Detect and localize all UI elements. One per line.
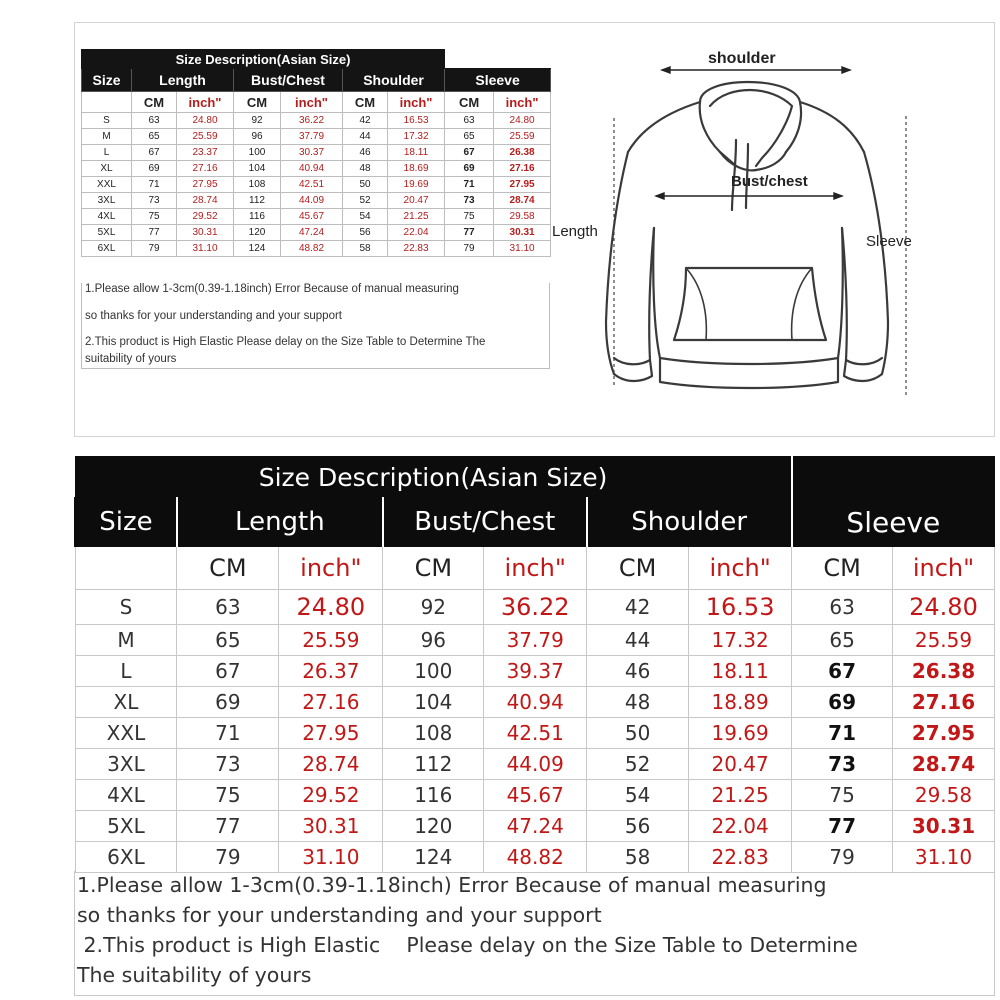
shoulder-inch-cell: 17.32: [689, 625, 792, 656]
diagram-label-bust: Bust/chest: [731, 173, 808, 190]
size-table: [74, 456, 995, 873]
small-unit-cm: CM: [343, 92, 388, 113]
small-size-cell: 6XL: [82, 241, 132, 257]
small-bust-cm-cell: 112: [234, 193, 281, 209]
size-cell: XL: [75, 687, 177, 718]
sleeve-inch-cell: 30.31: [893, 811, 995, 842]
sleeve-inch-cell: 31.10: [893, 842, 995, 873]
small-table-row: [82, 177, 551, 193]
shoulder-cm-cell: 48: [587, 687, 689, 718]
unit-cm-shoulder: CM: [587, 547, 689, 590]
small-size-table: [81, 49, 551, 257]
small-header-sleeve: Sleeve: [445, 69, 551, 92]
bust-cm-cell: 92: [383, 590, 484, 625]
small-bust-inch-cell: 48.82: [281, 241, 343, 257]
small-sleeve-cm-cell: 67: [445, 145, 494, 161]
small-bust-cm-cell: 108: [234, 177, 281, 193]
small-bust-inch-cell: 47.24: [281, 225, 343, 241]
small-sleeve-inch-cell: 30.31: [494, 225, 551, 241]
sleeve-cm-cell: 69: [792, 687, 893, 718]
small-table-row: [82, 225, 551, 241]
diagram-label-length: Length: [552, 223, 598, 240]
unit-cm-length: CM: [177, 547, 279, 590]
bust-inch-cell: 37.79: [484, 625, 587, 656]
small-header-bust: Bust/Chest: [234, 69, 343, 92]
shoulder-inch-cell: 22.04: [689, 811, 792, 842]
length-cm-cell: 67: [177, 656, 279, 687]
unit-cm-sleeve: CM: [792, 547, 893, 590]
small-table-row: [82, 161, 551, 177]
sleeve-cm-cell: 67: [792, 656, 893, 687]
small-length-inch-cell: 29.52: [177, 209, 234, 225]
small-size-cell: 5XL: [82, 225, 132, 241]
shoulder-arrow-left: [662, 67, 670, 73]
note-line-4: The suitability of yours: [77, 963, 312, 987]
small-table-row: [82, 241, 551, 257]
shoulder-cm-cell: 52: [587, 749, 689, 780]
small-unit-cm: CM: [132, 92, 177, 113]
small-shoulder-cm-cell: 54: [343, 209, 388, 225]
small-shoulder-cm-cell: 52: [343, 193, 388, 209]
small-shoulder-inch-cell: 16.53: [388, 113, 445, 129]
size-cell: 5XL: [75, 811, 177, 842]
diagram-label-sleeve: Sleeve: [866, 233, 912, 250]
bust-cm-cell: 120: [383, 811, 484, 842]
table-row: [75, 749, 995, 780]
small-header-shoulder: Shoulder: [343, 69, 445, 92]
length-cm-cell: 75: [177, 780, 279, 811]
left-sleeve-outer: [606, 152, 628, 374]
small-unit-cm: CM: [234, 92, 281, 113]
small-bust-inch-cell: 42.51: [281, 177, 343, 193]
note-line-2: so thanks for your understanding and your support: [77, 903, 602, 927]
length-cm-cell: 69: [177, 687, 279, 718]
small-size-cell: XL: [82, 161, 132, 177]
small-bust-cm-cell: 124: [234, 241, 281, 257]
small-size-cell: M: [82, 129, 132, 145]
small-length-cm-cell: 67: [132, 145, 177, 161]
unit-inch-bust: inch": [484, 547, 587, 590]
small-sleeve-cm-cell: 79: [445, 241, 494, 257]
note-line-3: 2.This product is High Elastic Please delay on the Size Table to Determine: [77, 933, 858, 957]
small-bust-cm-cell: 120: [234, 225, 281, 241]
size-cell: L: [75, 656, 177, 687]
small-shoulder-cm-cell: 46: [343, 145, 388, 161]
small-bust-cm-cell: 92: [234, 113, 281, 129]
bust-inch-cell: 48.82: [484, 842, 587, 873]
small-sleeve-inch-cell: 31.10: [494, 241, 551, 257]
small-shoulder-inch-cell: 19.69: [388, 177, 445, 193]
small-length-inch-cell: 31.10: [177, 241, 234, 257]
bust-inch-cell: 36.22: [484, 590, 587, 625]
small-size-cell: S: [82, 113, 132, 129]
sleeve-inch-cell: 28.74: [893, 749, 995, 780]
bust-cm-cell: 100: [383, 656, 484, 687]
bust-inch-cell: 39.37: [484, 656, 587, 687]
hood-left: [700, 102, 736, 166]
sleeve-cm-cell: 75: [792, 780, 893, 811]
header-size: Size: [75, 498, 177, 547]
small-length-cm-cell: 79: [132, 241, 177, 257]
small-table-row: [82, 129, 551, 145]
small-shoulder-inch-cell: 22.83: [388, 241, 445, 257]
small-length-inch-cell: 24.80: [177, 113, 234, 129]
length-cm-cell: 71: [177, 718, 279, 749]
length-inch-cell: 27.95: [279, 718, 383, 749]
small-note-line: 1.Please allow 1-3cm(0.39-1.18inch) Error Because of manual measuring: [85, 283, 459, 295]
small-sleeve-cm-cell: 65: [445, 129, 494, 145]
small-bust-cm-cell: 116: [234, 209, 281, 225]
bust-cm-cell: 116: [383, 780, 484, 811]
small-header-length: Length: [132, 69, 234, 92]
sleeve-cm-cell: 65: [792, 625, 893, 656]
small-length-cm-cell: 77: [132, 225, 177, 241]
right-shoulder: [800, 102, 864, 152]
length-cm-cell: 65: [177, 625, 279, 656]
small-sleeve-inch-cell: 26.38: [494, 145, 551, 161]
small-bust-inch-cell: 40.94: [281, 161, 343, 177]
header-length: Length: [177, 498, 383, 547]
shoulder-cm-cell: 50: [587, 718, 689, 749]
table-row: [75, 656, 995, 687]
small-sleeve-cm-cell: 73: [445, 193, 494, 209]
header-bust-chest: Bust/Chest: [383, 498, 587, 547]
small-shoulder-cm-cell: 44: [343, 129, 388, 145]
small-length-cm-cell: 65: [132, 129, 177, 145]
small-title-blank: [445, 50, 551, 69]
pocket-edge-left: [686, 268, 706, 340]
small-sleeve-cm-cell: 77: [445, 225, 494, 241]
left-cuff: [614, 358, 652, 381]
small-shoulder-inch-cell: 20.47: [388, 193, 445, 209]
small-shoulder-cm-cell: 48: [343, 161, 388, 177]
small-unit-inch: inch": [177, 92, 234, 113]
length-cm-cell: 79: [177, 842, 279, 873]
unit-cm-bust: CM: [383, 547, 484, 590]
hoodie-diagram: [550, 40, 990, 400]
small-unit-inch: inch": [494, 92, 551, 113]
sleeve-cm-cell: 71: [792, 718, 893, 749]
shoulder-inch-cell: 16.53: [689, 590, 792, 625]
small-length-cm-cell: 75: [132, 209, 177, 225]
length-inch-cell: 30.31: [279, 811, 383, 842]
sleeve-inch-cell: 29.58: [893, 780, 995, 811]
size-table-title: Size Description(Asian Size): [75, 457, 792, 498]
bust-inch-cell: 40.94: [484, 687, 587, 718]
small-note-line: so thanks for your understanding and your support: [85, 310, 342, 322]
size-cell: 3XL: [75, 749, 177, 780]
small-length-inch-cell: 25.59: [177, 129, 234, 145]
small-table-row: [82, 209, 551, 225]
bust-inch-cell: 45.67: [484, 780, 587, 811]
bust-inch-cell: 44.09: [484, 749, 587, 780]
note-line-1: 1.Please allow 1-3cm(0.39-1.18inch) Error Because of manual measuring: [77, 873, 827, 897]
small-length-cm-cell: 63: [132, 113, 177, 129]
small-unit-inch: inch": [388, 92, 445, 113]
small-shoulder-cm-cell: 42: [343, 113, 388, 129]
small-bust-inch-cell: 30.37: [281, 145, 343, 161]
shoulder-inch-cell: 20.47: [689, 749, 792, 780]
shoulder-inch-cell: 18.11: [689, 656, 792, 687]
table-row: [75, 625, 995, 656]
length-inch-cell: 29.52: [279, 780, 383, 811]
small-header-size: Size: [82, 69, 132, 92]
small-table-row: [82, 145, 551, 161]
left-shoulder: [628, 102, 700, 152]
sleeve-inch-cell: 25.59: [893, 625, 995, 656]
sleeve-cm-cell: 63: [792, 590, 893, 625]
table-row: [75, 780, 995, 811]
bust-inch-cell: 42.51: [484, 718, 587, 749]
hood-outline: [700, 82, 801, 152]
length-inch-cell: 26.37: [279, 656, 383, 687]
bust-arrow-right: [834, 193, 842, 199]
small-sleeve-cm-cell: 71: [445, 177, 494, 193]
shoulder-arrow-right: [842, 67, 850, 73]
size-cell: 6XL: [75, 842, 177, 873]
small-size-cell: L: [82, 145, 132, 161]
bust-cm-cell: 124: [383, 842, 484, 873]
bust-arrow-left: [656, 193, 664, 199]
small-shoulder-inch-cell: 17.32: [388, 129, 445, 145]
length-inch-cell: 24.80: [279, 590, 383, 625]
header-shoulder: Shoulder: [587, 498, 792, 547]
right-cuff: [844, 358, 882, 381]
small-sleeve-inch-cell: 28.74: [494, 193, 551, 209]
small-note-line: 2.This product is High Elastic Please delay on the Size Table to Determine The: [85, 336, 486, 348]
torso-right: [838, 228, 843, 358]
small-bust-inch-cell: 36.22: [281, 113, 343, 129]
small-length-cm-cell: 69: [132, 161, 177, 177]
small-length-cm-cell: 73: [132, 193, 177, 209]
size-notes: [74, 871, 995, 996]
sleeve-cm-cell: 77: [792, 811, 893, 842]
small-table-row: [82, 193, 551, 209]
shoulder-cm-cell: 44: [587, 625, 689, 656]
size-cell: S: [75, 590, 177, 625]
small-unit-inch: inch": [281, 92, 343, 113]
small-table-title: Size Description(Asian Size): [82, 50, 445, 69]
shoulder-inch-cell: 21.25: [689, 780, 792, 811]
length-inch-cell: 28.74: [279, 749, 383, 780]
table-row: [75, 811, 995, 842]
sleeve-inch-cell: 27.95: [893, 718, 995, 749]
small-bust-inch-cell: 45.67: [281, 209, 343, 225]
small-bust-inch-cell: 44.09: [281, 193, 343, 209]
sleeve-cm-cell: 73: [792, 749, 893, 780]
table-row: [75, 687, 995, 718]
small-length-inch-cell: 27.16: [177, 161, 234, 177]
length-inch-cell: 27.16: [279, 687, 383, 718]
sleeve-inch-cell: 27.16: [893, 687, 995, 718]
torso-left: [653, 228, 660, 358]
sleeve-cm-cell: 79: [792, 842, 893, 873]
small-length-inch-cell: 23.37: [177, 145, 234, 161]
small-length-inch-cell: 28.74: [177, 193, 234, 209]
small-unit-cm: CM: [445, 92, 494, 113]
pocket-edge-right: [792, 268, 812, 340]
small-shoulder-cm-cell: 50: [343, 177, 388, 193]
length-cm-cell: 63: [177, 590, 279, 625]
small-sleeve-cm-cell: 69: [445, 161, 494, 177]
small-note-line: suitability of yours: [85, 353, 177, 365]
small-bust-cm-cell: 104: [234, 161, 281, 177]
waistband: [660, 358, 838, 388]
bust-cm-cell: 104: [383, 687, 484, 718]
bust-inch-cell: 47.24: [484, 811, 587, 842]
length-cm-cell: 77: [177, 811, 279, 842]
unit-inch-sleeve: inch": [893, 547, 995, 590]
size-cell: XXL: [75, 718, 177, 749]
length-inch-cell: 31.10: [279, 842, 383, 873]
unit-inch-length: inch": [279, 547, 383, 590]
small-length-inch-cell: 30.31: [177, 225, 234, 241]
sleeve-inch-cell: 24.80: [893, 590, 995, 625]
shoulder-cm-cell: 58: [587, 842, 689, 873]
small-table-row: [82, 113, 551, 129]
small-sleeve-cm-cell: 75: [445, 209, 494, 225]
shoulder-cm-cell: 56: [587, 811, 689, 842]
small-sleeve-inch-cell: 25.59: [494, 129, 551, 145]
size-cell: M: [75, 625, 177, 656]
small-shoulder-inch-cell: 18.69: [388, 161, 445, 177]
small-sleeve-inch-cell: 29.58: [494, 209, 551, 225]
small-bust-cm-cell: 96: [234, 129, 281, 145]
small-notes: [81, 283, 550, 369]
small-sleeve-inch-cell: 27.16: [494, 161, 551, 177]
size-cell: 4XL: [75, 780, 177, 811]
small-shoulder-inch-cell: 22.04: [388, 225, 445, 241]
shoulder-cm-cell: 46: [587, 656, 689, 687]
table-row: [75, 718, 995, 749]
sleeve-inch-cell: 26.38: [893, 656, 995, 687]
small-length-inch-cell: 27.95: [177, 177, 234, 193]
small-sleeve-inch-cell: 24.80: [494, 113, 551, 129]
size-table-title-right: [792, 457, 995, 498]
right-sleeve-outer: [864, 152, 888, 374]
unit-inch-shoulder: inch": [689, 547, 792, 590]
unit-blank: [75, 547, 177, 590]
length-inch-cell: 25.59: [279, 625, 383, 656]
shoulder-inch-cell: 19.69: [689, 718, 792, 749]
bust-cm-cell: 96: [383, 625, 484, 656]
length-cm-cell: 73: [177, 749, 279, 780]
shoulder-inch-cell: 18.89: [689, 687, 792, 718]
shoulder-cm-cell: 42: [587, 590, 689, 625]
table-row: [75, 590, 995, 625]
bust-cm-cell: 108: [383, 718, 484, 749]
small-length-cm-cell: 71: [132, 177, 177, 193]
shoulder-inch-cell: 22.83: [689, 842, 792, 873]
shoulder-cm-cell: 54: [587, 780, 689, 811]
small-sleeve-cm-cell: 63: [445, 113, 494, 129]
small-bust-cm-cell: 100: [234, 145, 281, 161]
diagram-label-shoulder: shoulder: [708, 50, 776, 67]
small-bust-inch-cell: 37.79: [281, 129, 343, 145]
small-size-cell: XXL: [82, 177, 132, 193]
small-sleeve-inch-cell: 27.95: [494, 177, 551, 193]
small-shoulder-inch-cell: 18.11: [388, 145, 445, 161]
small-size-cell: 3XL: [82, 193, 132, 209]
small-size-cell: 4XL: [82, 209, 132, 225]
collar: [720, 152, 786, 170]
header-sleeve: Sleeve: [792, 498, 995, 547]
small-shoulder-cm-cell: 58: [343, 241, 388, 257]
small-unit-blank: [82, 92, 132, 113]
small-shoulder-cm-cell: 56: [343, 225, 388, 241]
small-shoulder-inch-cell: 21.25: [388, 209, 445, 225]
bust-cm-cell: 112: [383, 749, 484, 780]
table-row: [75, 842, 995, 873]
